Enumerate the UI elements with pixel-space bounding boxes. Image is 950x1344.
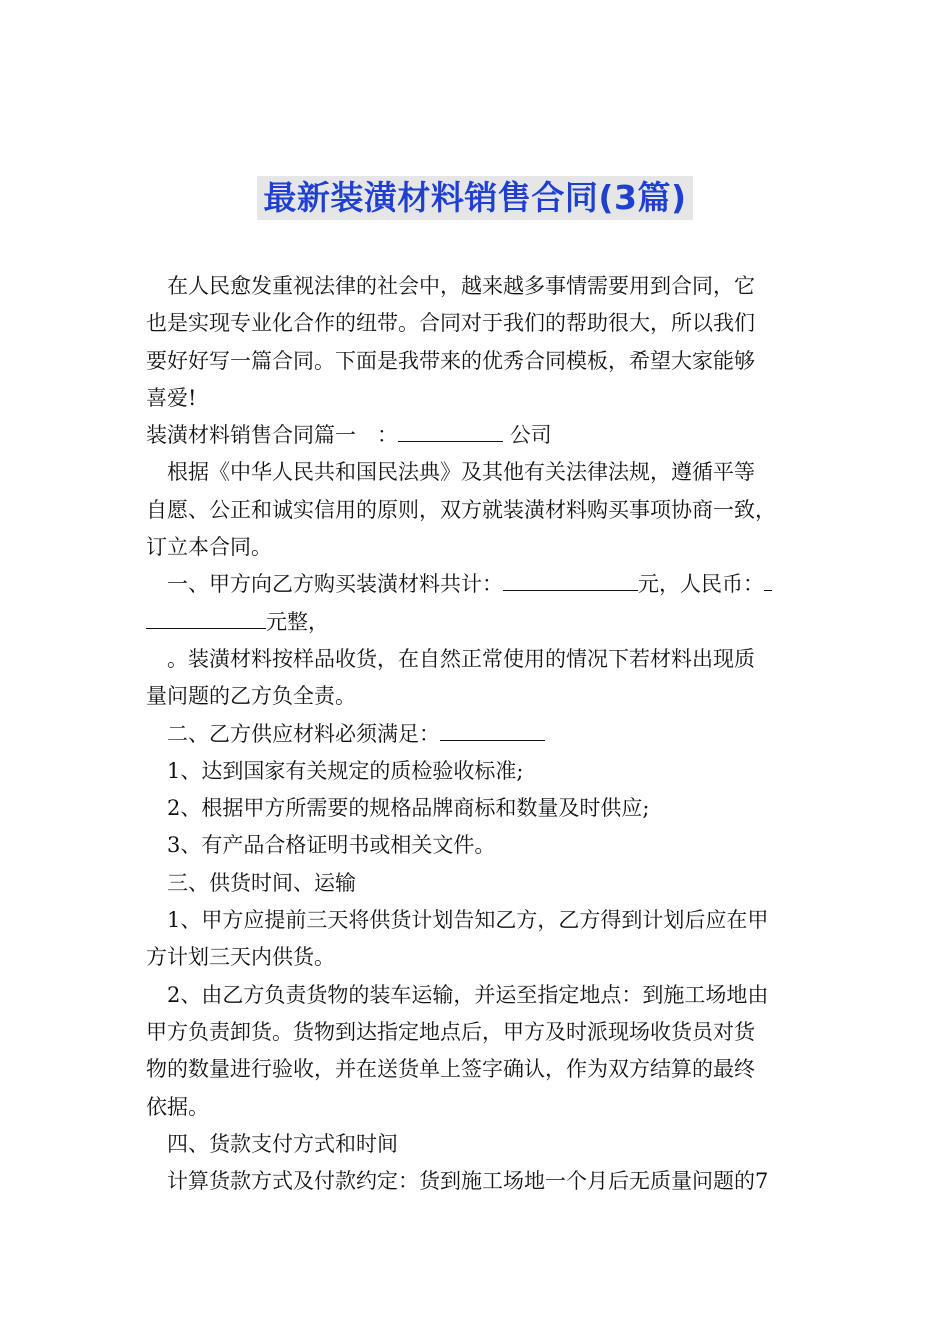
- clause1-line: [146, 566, 814, 603]
- intro-line: 也是实现专业化合作的纽带。合同对于我们的帮助很大，所以我们: [146, 311, 755, 336]
- quality-line: 。装潢材料按样品收货，在自然正常使用的情况下若材料出现质: [167, 646, 755, 671]
- clause2-item: 1、达到国家有关规定的质检验收标准;: [167, 758, 524, 783]
- clause2-heading-text: 二、乙方供应材料必须满足：: [167, 721, 440, 746]
- clause2-heading: [146, 716, 814, 753]
- requirement-blank: [440, 716, 545, 741]
- clause1-text-a: 一、甲方向乙方购买装潢材料共计：: [167, 572, 503, 597]
- clause3-line: 方计划三天内供货。: [146, 945, 335, 970]
- clause3-line: 物的数量进行验收，并在送货单上签字确认，作为双方结算的最终: [146, 1057, 755, 1082]
- clause4-heading: 四、货款支付方式和时间: [167, 1131, 398, 1156]
- basis-line: 订立本合同。: [146, 535, 272, 560]
- clause3-line: 2、由乙方负责货物的装车运输，并运至指定地点：到施工场地由: [167, 982, 769, 1007]
- rmb-blank-start: [764, 566, 772, 591]
- clause2-item: 2、根据甲方所需要的规格品牌商标和数量及时供应;: [167, 796, 650, 821]
- basis-line: 自愿、公正和诚实信用的原则，双方就装潢材料购买事项协商一致，: [146, 497, 776, 522]
- clause3-line: 甲方负责卸货。货物到达指定地点后，甲方及时派现场收货员对货: [146, 1019, 755, 1044]
- clause1-line: [146, 604, 814, 641]
- basis-line: 根据《中华人民共和国民法典》及其他有关法律法规，遵循平等: [167, 460, 755, 485]
- clause3-line: 1、甲方应提前三天将供货计划告知乙方，乙方得到计划后应在甲: [167, 908, 769, 933]
- intro-line: 要好好写一篇合同。下面是我带来的优秀合同模板，希望大家能够: [146, 348, 755, 373]
- clause3-line: 依据。: [146, 1094, 209, 1119]
- intro-line: 在人民愈发重视法律的社会中，越来越多事情需要用到合同，它: [167, 274, 755, 298]
- intro-line: 喜爱!: [146, 385, 197, 410]
- amount-blank: [503, 566, 638, 591]
- rmb-blank: [146, 604, 266, 629]
- title-container: [0, 176, 950, 220]
- section-heading-prefix: 装潢材料销售合同篇一 ：: [146, 423, 398, 448]
- quality-line: 量问题的乙方负全责。: [146, 684, 356, 709]
- clause2-item: 3、有产品合格证明书或相关文件。: [167, 833, 496, 858]
- clause3-heading: 三、供货时间、运输: [167, 870, 356, 895]
- clause1-text-c: 元整，: [266, 609, 329, 634]
- clause4-line: 计算货款方式及付款约定：货到施工场地一个月后无质量问题的7: [167, 1169, 769, 1194]
- section-heading: [146, 417, 814, 454]
- clause1-text-b: 元，人民币：: [638, 572, 764, 597]
- document-body: [146, 268, 814, 1200]
- section-heading-suffix: 公司: [509, 423, 552, 448]
- company-blank: [398, 417, 503, 442]
- document-title: 最新装潢材料销售合同(3篇): [257, 176, 692, 220]
